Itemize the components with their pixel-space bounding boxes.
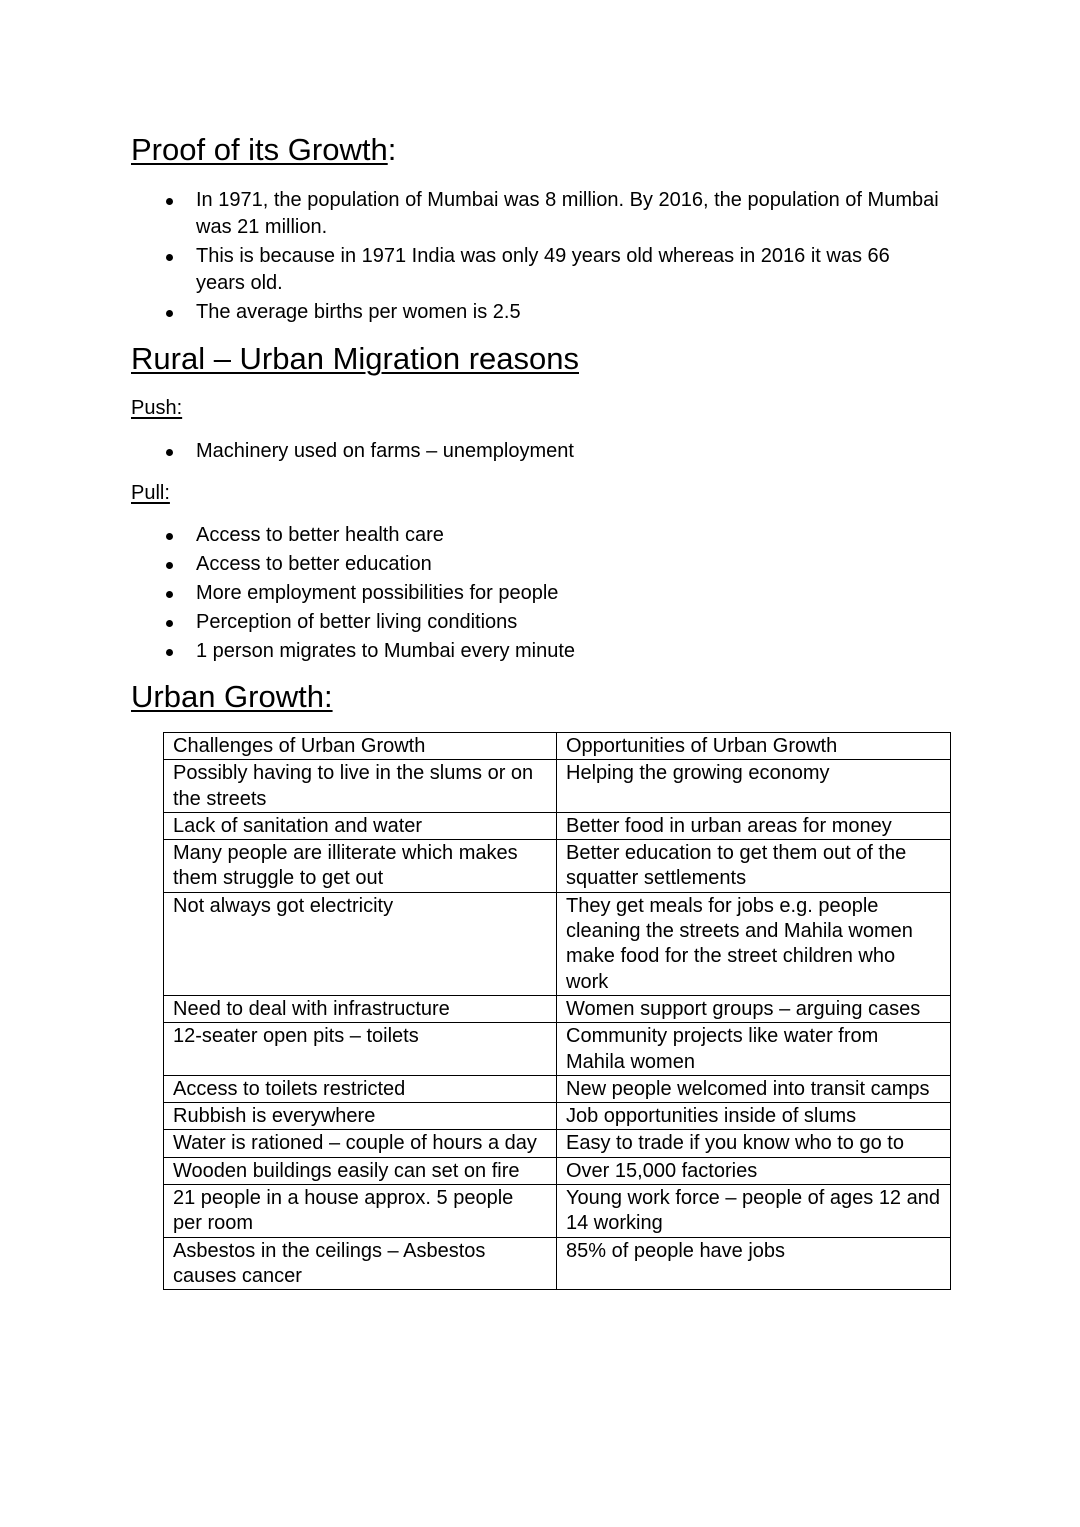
table-cell-challenge: Not always got electricity [164,892,557,995]
heading-urban-growth-title: Urban Growth: [131,679,333,714]
heading-proof-title: Proof of its Growth [131,132,388,167]
heading-proof-of-growth [131,132,396,168]
table-row [164,892,951,995]
push-label: Push: [131,397,183,419]
table-cell-opportunity: 85% of people have jobs [557,1237,951,1290]
pull-bullet-list [0,522,1080,667]
table-row [164,995,951,1022]
table-row [164,812,951,839]
table-cell-challenge: Rubbish is everywhere [164,1103,557,1130]
heading-urban-growth [131,679,333,715]
table-cell-opportunity: They get meals for jobs e.g. people cleaning the streets and Mahila women make food for the street children who work [557,892,951,995]
table-cell-challenge: 12-seater open pits – toilets [164,1023,557,1076]
table-cell-opportunity: Over 15,000 factories [557,1157,951,1184]
table-cell-opportunity: Young work force – people of ages 12 and 14 working [557,1185,951,1238]
table-row [164,1023,951,1076]
list-item: Machinery used on farms – unemployment [0,438,1080,465]
table-cell-opportunity: Easy to trade if you know who to go to [557,1130,951,1157]
list-item: 1 person migrates to Mumbai every minute [0,638,1080,665]
table-row [164,1130,951,1157]
list-item: Access to better health care [0,522,1080,549]
table-cell-challenge: 21 people in a house approx. 5 people per room [164,1185,557,1238]
table-header-row [164,733,951,760]
list-item: This is because in 1971 India was only 49 years old whereas in 2016 it was 66 years old. [0,243,1080,297]
table-header-opportunities: Opportunities of Urban Growth [557,733,951,760]
table-cell-challenge: Water is rationed – couple of hours a day [164,1130,557,1157]
table-cell-opportunity: Women support groups – arguing cases [557,995,951,1022]
proof-bullet-list [0,187,1080,328]
table-header-challenges: Challenges of Urban Growth [164,733,557,760]
heading-proof-colon: : [387,132,397,167]
table-row [164,1103,951,1130]
table-cell-opportunity: Helping the growing economy [557,760,951,813]
table-row [164,840,951,893]
table-cell-opportunity: New people welcomed into transit camps [557,1075,951,1102]
push-bullet-list [0,438,1080,467]
heading-migration-title: Rural – Urban Migration reasons [131,341,579,376]
list-item: In 1971, the population of Mumbai was 8 million. By 2016, the population of Mumbai was 21 million. [0,187,1080,241]
list-item: The average births per women is 2.5 [0,299,1080,326]
list-item: More employment possibilities for people [0,580,1080,607]
table-cell-challenge: Asbestos in the ceilings – Asbestos causes cancer [164,1237,557,1290]
table-cell-challenge: Lack of sanitation and water [164,812,557,839]
list-item: Access to better education [0,551,1080,578]
urban-growth-table [163,732,951,1290]
table-row [164,1075,951,1102]
table-row [164,1185,951,1238]
table-row [164,760,951,813]
table-cell-opportunity: Community projects like water from Mahila women [557,1023,951,1076]
table-cell-challenge: Possibly having to live in the slums or on the streets [164,760,557,813]
table-cell-challenge: Wooden buildings easily can set on fire [164,1157,557,1184]
table-row [164,1237,951,1290]
table-cell-opportunity: Better food in urban areas for money [557,812,951,839]
table-cell-challenge: Need to deal with infrastructure [164,995,557,1022]
list-item: Perception of better living conditions [0,609,1080,636]
heading-migration-reasons [131,341,579,377]
table-row [164,1157,951,1184]
pull-label: Pull: [131,482,170,504]
table-cell-opportunity: Job opportunities inside of slums [557,1103,951,1130]
table-cell-challenge: Access to toilets restricted [164,1075,557,1102]
table-cell-challenge: Many people are illiterate which makes them struggle to get out [164,840,557,893]
table-cell-opportunity: Better education to get them out of the squatter settlements [557,840,951,893]
